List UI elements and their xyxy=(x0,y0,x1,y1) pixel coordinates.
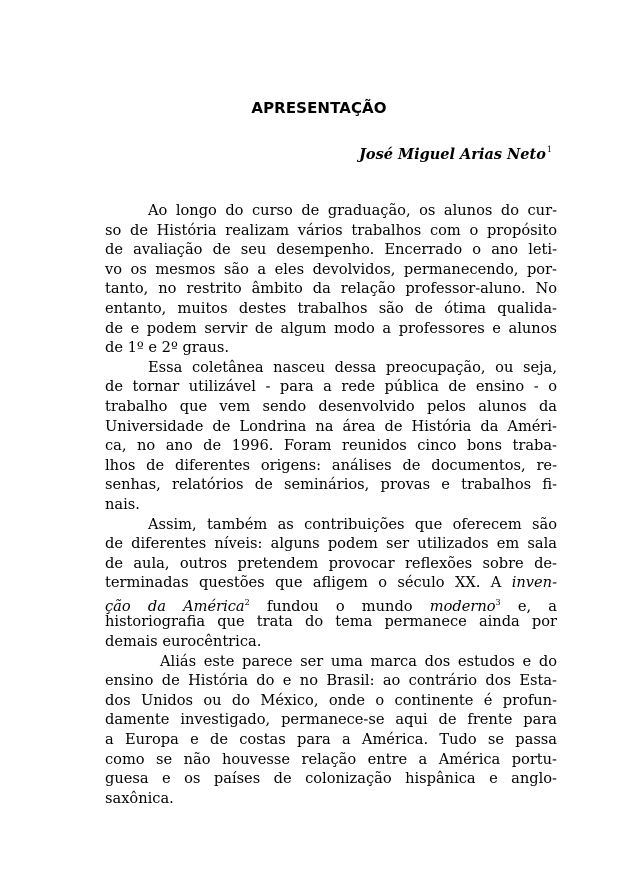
text-line: Ao longo do curso de graduação, os alunos do cur- xyxy=(148,202,557,219)
text-line: como se não houvesse relação entre a América portu- xyxy=(105,750,557,768)
text-line: de aula, outros pretendem provocar reflexões sobre de- xyxy=(105,554,557,572)
text-line: senhas, relatórios de seminários, provas e trabalhos fi- xyxy=(105,476,557,494)
author-footnote-marker: 1 xyxy=(546,145,552,154)
text-line: de 1º e 2º graus. xyxy=(105,339,230,357)
author-name: José Miguel Arias Neto xyxy=(359,146,546,163)
body-text xyxy=(105,201,557,808)
text-line: de avaliação de seu desempenho. Encerrado o ano leti- xyxy=(105,241,557,259)
text-line: historiografia que trata do tema permanece ainda por xyxy=(105,613,557,631)
author-byline xyxy=(359,145,552,163)
text-line: ção da América$^2$ fundou o mundo moderno$^3$ e, a xyxy=(105,597,557,615)
text-line: ca, no ano de 1996. Foram reunidos cinco bons traba- xyxy=(105,437,557,455)
text-line: de e podem servir de algum modo a professores e alunos xyxy=(105,319,557,337)
text-line: vo os mesmos são a eles devolvidos, permanecendo, por- xyxy=(105,260,557,278)
text-line: tanto, no restrito âmbito da relação professor-aluno. No xyxy=(105,280,557,298)
text-line: damente investigado, permanece-se aqui de frente para xyxy=(105,711,557,729)
text-line: dos Unidos ou do México, onde o continente é profun- xyxy=(105,691,557,709)
text-line: saxônica. xyxy=(105,789,174,807)
text-line: guesa e os países de colonização hispânica e anglo- xyxy=(105,770,557,788)
text-line: Universidade de Londrina na área de História da Améri- xyxy=(105,417,557,435)
text-line: Aliás este parece ser uma marca dos estudos e do xyxy=(160,652,557,670)
text-line: nais. xyxy=(105,495,140,513)
text-line: terminadas questões que afligem o século XX. A inven- xyxy=(105,574,557,592)
text-line: entanto, muitos destes trabalhos são de ótima qualida- xyxy=(105,299,557,317)
text-line: so de História realizam vários trabalhos com o propósito xyxy=(105,221,557,239)
text-line: demais eurocêntrica. xyxy=(105,633,262,651)
text-line: Assim, também as contribuições que oferecem são xyxy=(148,515,557,533)
text-line: lhos de diferentes origens: análises de documentos, re- xyxy=(105,456,557,474)
text-line: ensino de História do e no Brasil: ao contrário dos Esta- xyxy=(105,672,557,690)
text-line: trabalho que vem sendo desenvolvido pelos alunos da xyxy=(105,397,557,415)
text-line: de diferentes níveis: alguns podem ser utilizados em sala xyxy=(105,535,557,553)
text-line: de tornar utilizável - para a rede pública de ensino - o xyxy=(105,378,557,396)
text-line: Essa coletânea nasceu dessa preocupação, ou seja, xyxy=(148,358,557,376)
page-title: APRESENTAÇÃO xyxy=(251,99,387,117)
text-line: a Europa e de costas para a América. Tudo se passa xyxy=(105,731,557,749)
